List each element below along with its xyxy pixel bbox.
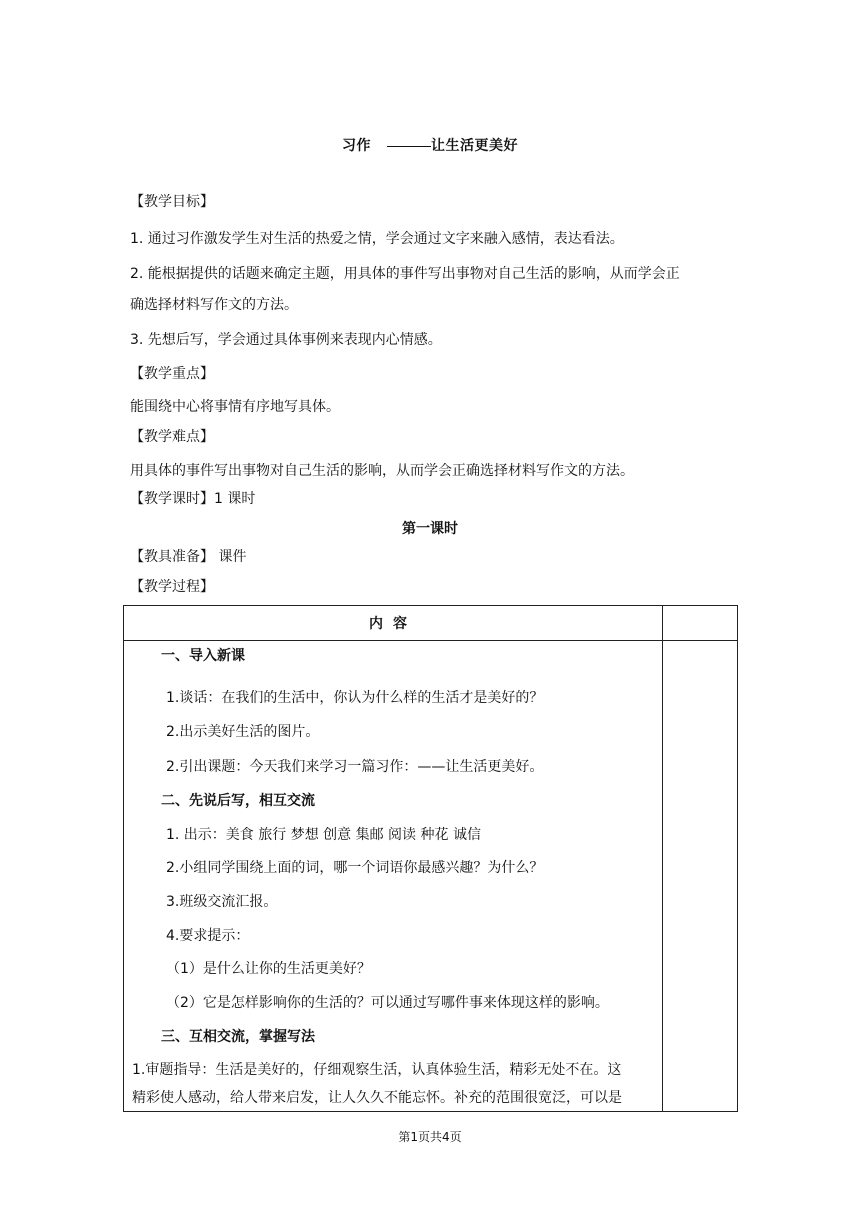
teaching-tools: 【教具准备】 课件: [130, 549, 247, 565]
process-heading: 【教学过程】: [130, 579, 214, 595]
section-2-sub-2: （2）它是怎样影响你的生活的？可以通过写哪件事来体现这样的影响。: [166, 995, 609, 1011]
section-1-item-2: 2.出示美好生活的图片。: [166, 724, 320, 740]
section-2-sub-1: （1）是什么让你的生活更美好？: [166, 961, 371, 977]
title-blank: [387, 146, 431, 147]
section-2-item-1: 1. 出示：美食 旅行 梦想 创意 集邮 阅读 种花 诚信: [166, 827, 481, 843]
objective-2-line-2: 确选择材料写作文的方法。: [130, 297, 298, 313]
objectives-heading: 【教学目标】: [130, 194, 214, 210]
section-3-line-1: 1.审题指导：生活是美好的，仔细观察生活，认真体验生活，精彩无处不在。这: [132, 1062, 622, 1078]
difficulty-heading: 【教学难点】: [130, 429, 214, 445]
section-1-item-1: 1.谈话：在我们的生活中，你认为什么样的生活才是美好的？: [166, 690, 544, 706]
table-header-content: 内容: [124, 606, 663, 641]
objective-2-line-1: 2. 能根据提供的话题来确定主题，用具体的事件写出事物对自己生活的影响，从而学会正: [130, 266, 680, 282]
process-table: [123, 605, 738, 1112]
key-point-heading: 【教学重点】: [130, 366, 214, 382]
section-3-heading: 三、互相交流，掌握写法: [161, 1029, 315, 1045]
teaching-hours: 【教学课时】1 课时: [130, 491, 256, 507]
section-2-item-4: 4.要求提示：: [166, 928, 250, 944]
key-point-text: 能围绕中心将事情有序地写具体。: [130, 399, 340, 415]
section-3-line-2: 精彩使人感动，给人带来启发，让人久久不能忘怀。补充的范围很宽泛，可以是: [132, 1090, 622, 1106]
objective-1: 1. 通过习作激发学生对生活的热爱之情，学会通过文字来融入感情，表达看法。: [130, 231, 624, 247]
page-footer: 第1页共4页: [398, 1130, 462, 1144]
lesson-title: 第一课时: [402, 521, 458, 537]
objective-3: 3. 先想后写，学会通过具体事例来表现内心情感。: [130, 332, 442, 348]
section-1-heading: 一、导入新课: [161, 648, 245, 664]
difficulty-text: 用具体的事件写出事物对自己生活的影响，从而学会正确选择材料写作文的方法。: [130, 463, 634, 479]
title-prefix: 习作: [342, 138, 371, 154]
table-header-side: [663, 606, 738, 641]
title-suffix: 让生活更美好: [431, 138, 518, 154]
section-2-heading: 二、先说后写，相互交流: [161, 793, 315, 809]
section-1-item-3: 2.引出课题：今天我们来学习一篇习作：——让生活更美好。: [166, 759, 544, 775]
section-2-item-2: 2.小组同学围绕上面的词，哪一个词语你最感兴趣？为什么？: [166, 860, 544, 876]
table-content-cell: [124, 641, 663, 1112]
section-2-item-3: 3.班级交流汇报。: [166, 894, 278, 910]
page-title: [0, 135, 860, 155]
